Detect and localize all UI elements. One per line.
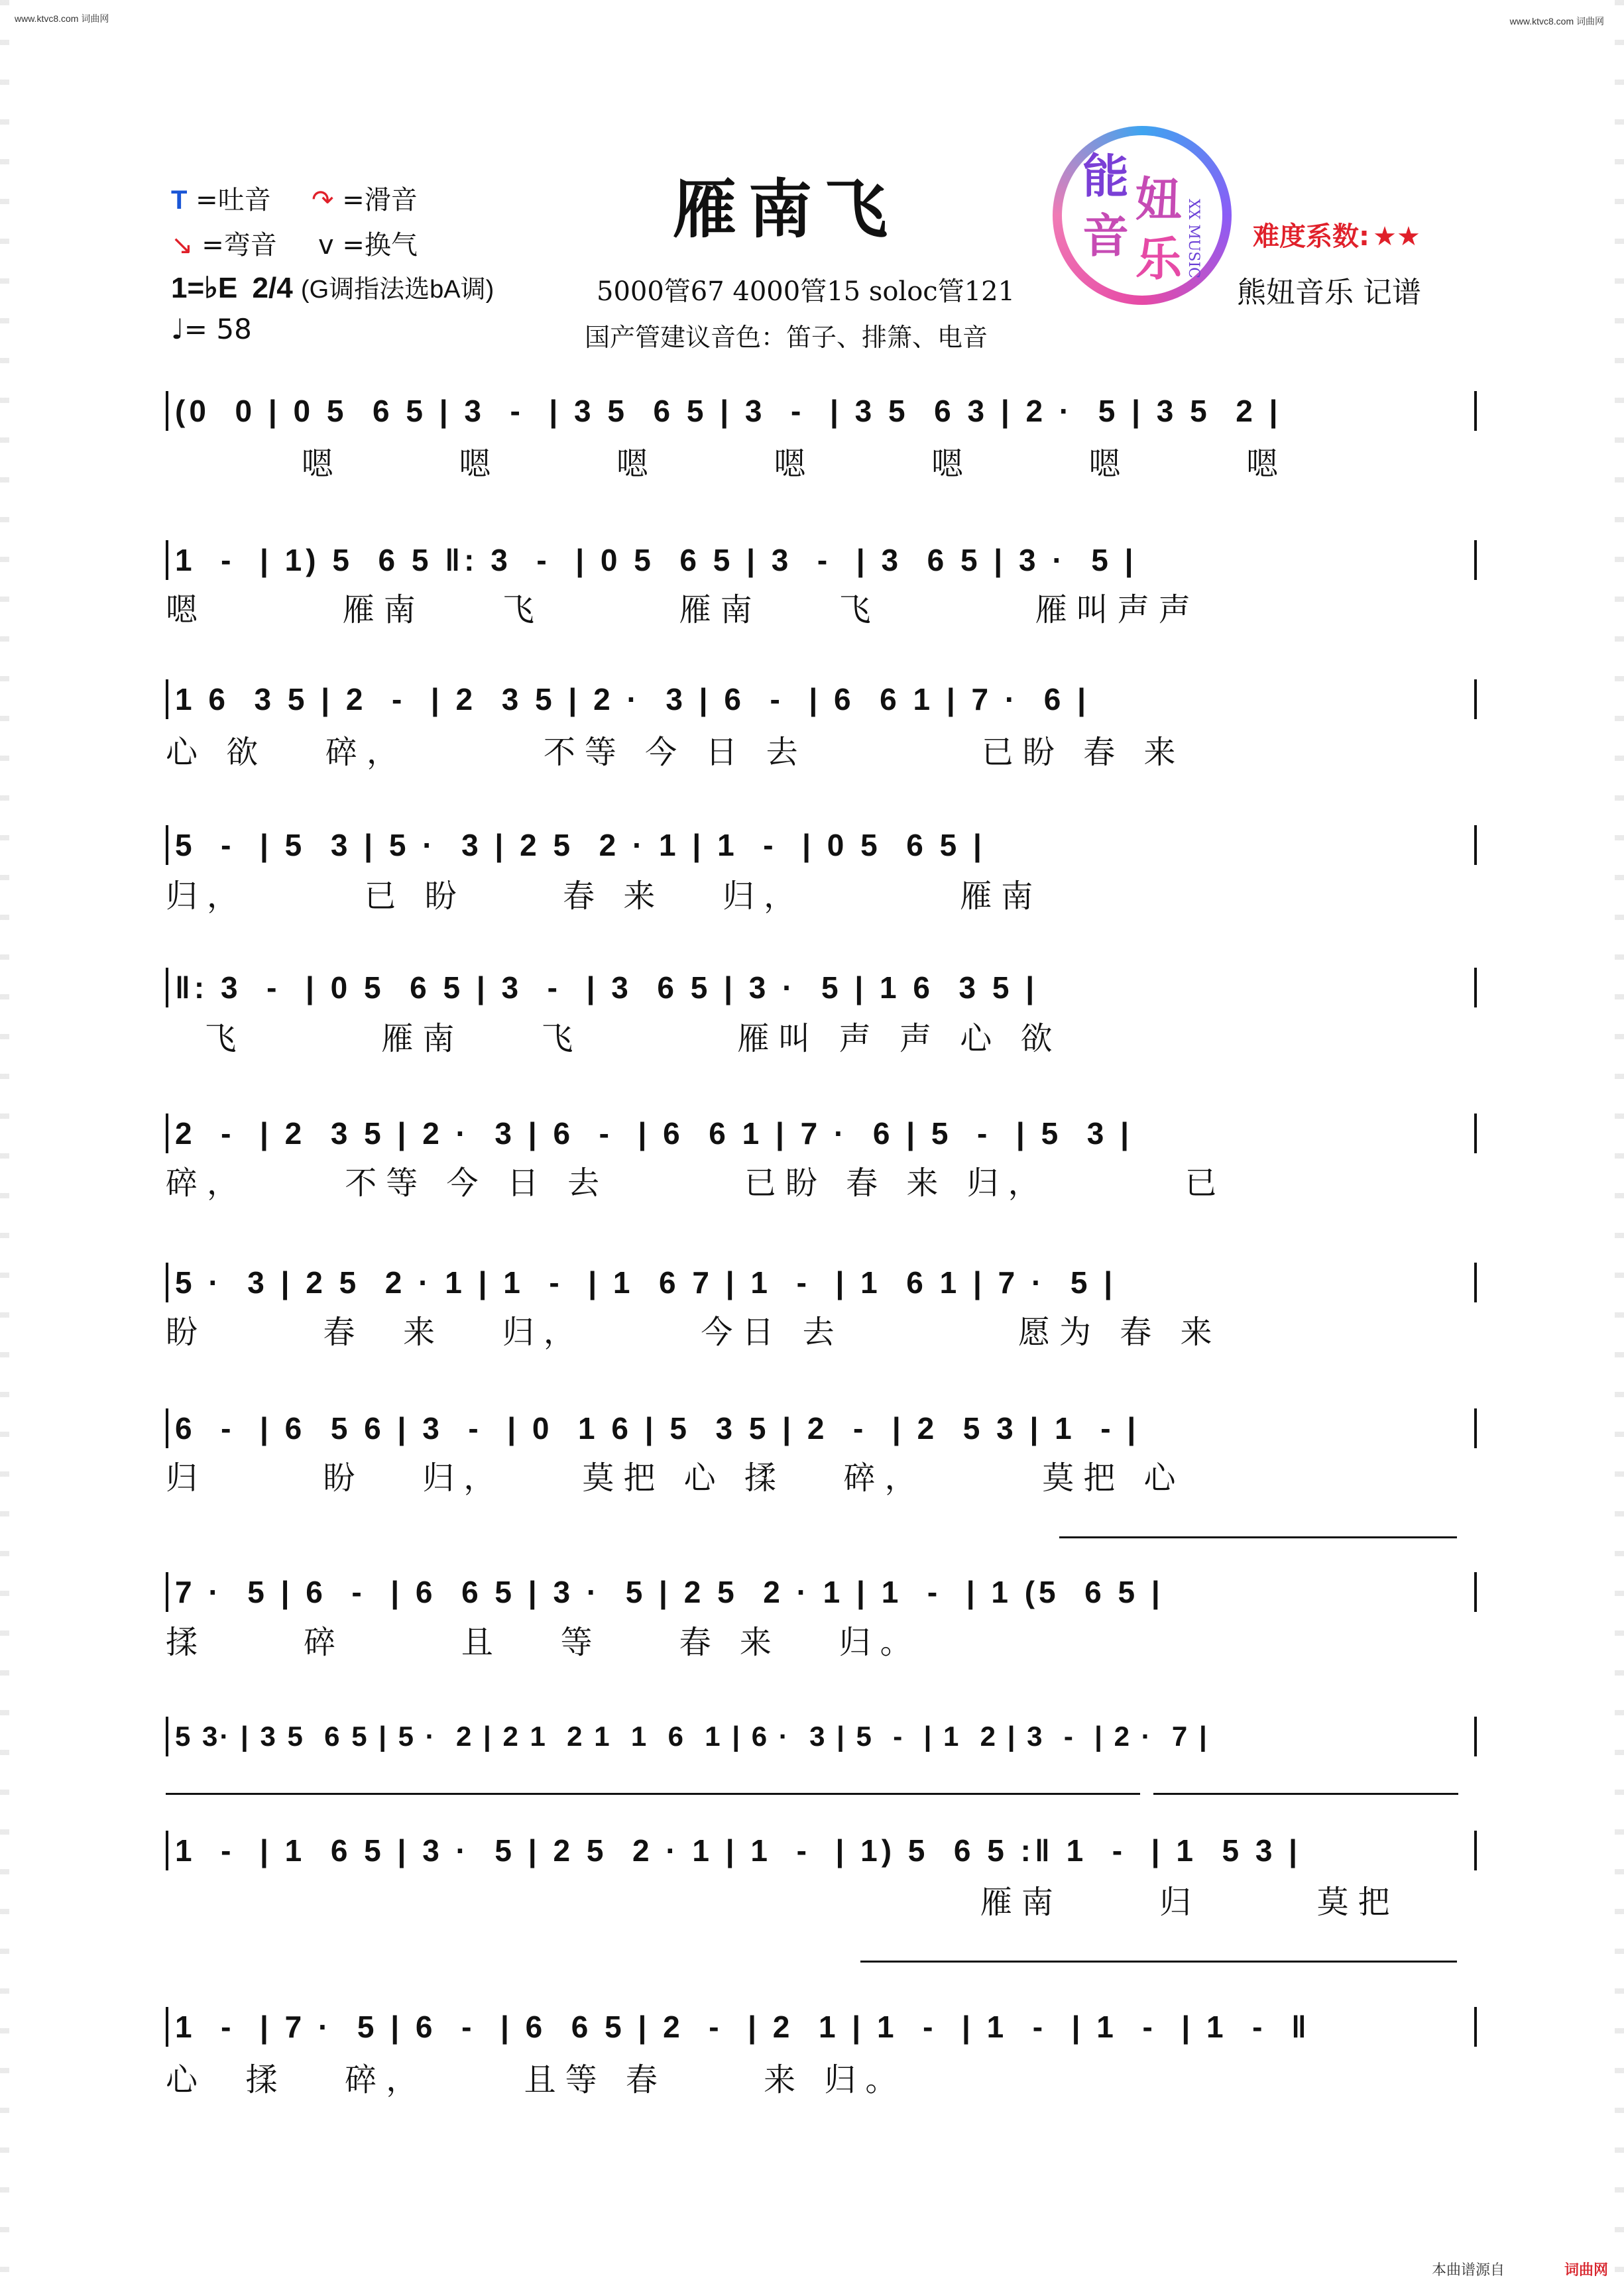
timbre-info: 国产管建议音色：笛子、排箫、电音 (585, 323, 988, 352)
transcriber-credit: 熊妞音乐 记谱 (1237, 276, 1421, 310)
key-value: 1=♭E (171, 272, 238, 304)
score-line-9: 7 · 5 | 6 - | 6 6 5 | 3 · 5 | 2 5 2 · 1 | 1 - | 1 (5 6 5 | (166, 1572, 1477, 1612)
score-line-2: 1 - | 1) 5 6 5 ‖: 3 - | 0 5 6 5 | 3 - | 3 6 5 | 3 · 5 | (166, 540, 1477, 580)
brand-logo (1053, 126, 1232, 305)
score-line-3: 1 6 3 5 | 2 - | 2 3 5 | 2 · 3 | 6 - | 6 6 1 | 7 · 6 | (166, 679, 1477, 719)
score-line-6: 2 - | 2 3 5 | 2 · 3 | 6 - | 6 6 1 | 7 · 6 | 5 - | 5 3 | (166, 1113, 1477, 1153)
lyric-line-2: 嗯 雁南 飞 雁南 飞 雁叫声声 (166, 591, 1200, 628)
difficulty-stars-icon: ★★ (1373, 221, 1421, 252)
source-url-left[interactable]: www.ktvc8.com 词曲网 (15, 13, 109, 24)
legend-breath (318, 224, 418, 262)
logo-subtitle: XX MUSIC (1185, 199, 1202, 278)
legend-tongue-label: =吐音 (196, 185, 271, 215)
lyric-line-7: 盼 春 来 归， 今日 去 愿为 春 来 (166, 1314, 1222, 1351)
lyric-line-9: 揉 碎 且 等 春 来 归。 (166, 1624, 921, 1661)
legend-slide-label: =滑音 (342, 185, 418, 215)
lyric-line-4: 归， 已 盼 春 来 归， 雁南 (166, 878, 1043, 915)
page-title: 雁南飞 (673, 172, 899, 247)
logo-char-3: 音 (1082, 208, 1129, 263)
score-line-12: 1 - | 7 · 5 | 6 - | 6 6 5 | 2 - | 2 1 | 1 - | 1 - | 1 - | 1 - ‖ (166, 2007, 1477, 2047)
fingering-note: (G调指法选bA调) (300, 276, 494, 304)
tempo-mark: ♩= 58 (171, 313, 252, 345)
time-signature: 2/4 (252, 272, 293, 304)
logo-char-1: 能 (1082, 148, 1129, 203)
difficulty-rating (1253, 215, 1421, 253)
difficulty-label: 难度系数: (1253, 221, 1369, 252)
volta-bracket-1 (1059, 1536, 1457, 1538)
lyric-line-1: 嗯 嗯 嗯 嗯 嗯 嗯 嗯 (166, 445, 1288, 483)
source-url-right[interactable]: www.ktvc8.com 词曲网 (1509, 16, 1604, 27)
breath-symbol-icon: v (318, 230, 334, 260)
score-line-10: 5 3· | 3 5 6 5 | 5 · 2 | 2 1 2 1 1 6 1 | 6 · 3 | 5 - | 1 2 | 3 - | 2 · 7 | (166, 1717, 1477, 1756)
slide-symbol-icon: ↷ (312, 185, 334, 215)
lyric-line-3: 心 欲 碎， 不等 今 日 去 已盼 春 来 (166, 734, 1185, 771)
key-signature (171, 268, 494, 305)
volta-bracket-2 (166, 1793, 1140, 1795)
score-line-8: 6 - | 6 5 6 | 3 - | 0 1 6 | 5 3 5 | 2 - | 2 5 3 | 1 - | (166, 1408, 1477, 1448)
score-line-4: 5 - | 5 3 | 5 · 3 | 2 5 2 · 1 | 1 - | 0 5 6 5 | (166, 825, 1477, 865)
lyric-line-12: 心 揉 碎， 且等 春 来 归。 (166, 2061, 907, 2098)
logo-char-4: 乐 (1135, 231, 1182, 286)
score-line-11: 1 - | 1 6 5 | 3 · 5 | 2 5 2 · 1 | 1 - | 1) 5 6 5 :‖ 1 - | 1 5 3 | (166, 1831, 1477, 1870)
volta-bracket-3 (1153, 1793, 1458, 1795)
lyric-line-5: 飞 雁南 飞 雁叫 声 声 心 欲 (166, 1020, 1062, 1057)
score-line-7: 5 · 3 | 2 5 2 · 1 | 1 - | 1 6 7 | 1 - | 1 6 1 | 7 · 5 | (166, 1263, 1477, 1302)
legend-bend (171, 224, 277, 262)
legend-bend-label: =弯音 (202, 230, 277, 260)
legend-breath-label: =换气 (342, 230, 418, 260)
lyric-line-11: 雁南 归 莫把 (166, 1884, 1399, 1921)
tongue-symbol-icon: T (171, 186, 188, 215)
tube-info: 5000管67 4000管15 soloc管121 (597, 276, 1015, 307)
lyric-line-6: 碎， 不等 今 日 去 已盼 春 来 归， 已 (166, 1165, 1226, 1202)
lyric-line-8: 归 盼 归， 莫把 心 揉 碎， 莫把 心 (166, 1459, 1185, 1497)
footer-site-link[interactable]: 词曲网 (1564, 2262, 1609, 2279)
score-line-5: ‖: 3 - | 0 5 6 5 | 3 - | 3 6 5 | 3 · 5 | 1 6 3 5 | (166, 968, 1477, 1007)
legend-tongue (171, 179, 271, 217)
bend-symbol-icon: ↘ (171, 230, 194, 260)
logo-char-2: 妞 (1135, 172, 1182, 227)
score-line-1: (0 0 | 0 5 6 5 | 3 - | 3 5 6 5 | 3 - | 3 5 6 3 | 2 · 5 | 3 5 2 | (166, 391, 1477, 431)
legend-slide (312, 179, 418, 217)
left-watermark-strip (0, 0, 9, 2284)
right-watermark-strip (1615, 0, 1624, 2284)
volta-bracket-4 (860, 1961, 1457, 1963)
footer-source-label: 本曲谱源自 (1432, 2262, 1505, 2279)
